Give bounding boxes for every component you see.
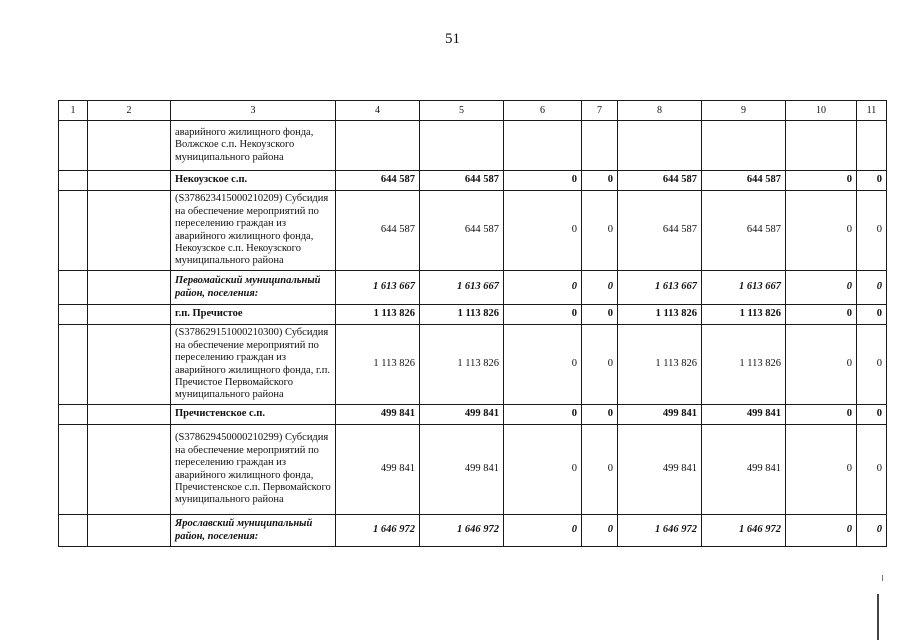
- cell-col-9: 1 613 667: [702, 271, 786, 305]
- cell-col-7: 0: [582, 271, 618, 305]
- cell-col-5: 499 841: [420, 425, 504, 515]
- cell-col-4: 644 587: [336, 191, 420, 271]
- cell-col-7: 0: [582, 191, 618, 271]
- cell-col-11: 0: [857, 171, 887, 191]
- cell-col-5: 644 587: [420, 171, 504, 191]
- cell-col-6: 0: [504, 405, 582, 425]
- row-description: (S378629450000210299) Субсидия на обеспечение мероприятий по переселению граждан из аварийного жилищного фонда, Пречистенское с.п. Первомайского муниципального района: [171, 425, 336, 515]
- cell-col-7: [582, 121, 618, 171]
- cell-col-8: [618, 121, 702, 171]
- cell-col-11: 0: [857, 515, 887, 547]
- cell-col-10: 0: [786, 191, 857, 271]
- cell-col-7: 0: [582, 405, 618, 425]
- cell-col-6: 0: [504, 515, 582, 547]
- table-row: [59, 425, 887, 515]
- cell-col-9: 1 113 826: [702, 325, 786, 405]
- cell-col-1: [59, 405, 88, 425]
- cell-col-1: [59, 425, 88, 515]
- cell-col-10: 0: [786, 325, 857, 405]
- column-header: 1: [59, 101, 88, 121]
- cell-col-5: 1 113 826: [420, 325, 504, 405]
- row-description: (S378623415000210209) Субсидия на обеспечение мероприятий по переселению граждан из аварийного жилищного фонда, Некоузское с.п. Некоузского муниципального района: [171, 191, 336, 271]
- cell-col-2: [88, 515, 171, 547]
- cell-col-4: [336, 121, 420, 171]
- cell-col-9: 644 587: [702, 191, 786, 271]
- table-row: [59, 121, 887, 171]
- cell-col-4: 1 113 826: [336, 305, 420, 325]
- cell-col-6: 0: [504, 171, 582, 191]
- page-number: 51: [445, 31, 460, 47]
- column-header: 4: [336, 101, 420, 121]
- cell-col-4: 499 841: [336, 405, 420, 425]
- cell-col-8: 1 613 667: [618, 271, 702, 305]
- cell-col-11: 0: [857, 305, 887, 325]
- row-description: Пречистенское с.п.: [171, 405, 336, 425]
- cell-col-1: [59, 325, 88, 405]
- column-header: 7: [582, 101, 618, 121]
- cell-col-9: [702, 121, 786, 171]
- cell-col-10: 0: [786, 171, 857, 191]
- cell-col-11: 0: [857, 325, 887, 405]
- cell-col-6: [504, 121, 582, 171]
- column-header: 8: [618, 101, 702, 121]
- table-row: [59, 271, 887, 305]
- cell-col-10: [786, 121, 857, 171]
- cell-col-7: 0: [582, 515, 618, 547]
- cell-col-6: 0: [504, 191, 582, 271]
- cell-col-10: 0: [786, 405, 857, 425]
- cell-col-2: [88, 271, 171, 305]
- column-header: 11: [857, 101, 887, 121]
- cell-col-9: 1 113 826: [702, 305, 786, 325]
- scan-edge-line: [877, 594, 879, 640]
- cell-col-2: [88, 325, 171, 405]
- cell-col-1: [59, 305, 88, 325]
- cell-col-8: 1 113 826: [618, 325, 702, 405]
- column-header: 5: [420, 101, 504, 121]
- scan-mark: [882, 575, 883, 581]
- cell-col-9: 499 841: [702, 405, 786, 425]
- cell-col-7: 0: [582, 425, 618, 515]
- cell-col-4: 1 113 826: [336, 325, 420, 405]
- cell-col-1: [59, 171, 88, 191]
- table-row: [59, 515, 887, 547]
- row-description: (S378629151000210300) Субсидия на обеспечение мероприятий по переселению граждан из аварийного жилищного фонда, г.п. Пречистое Первомайского муниципального района: [171, 325, 336, 405]
- cell-col-5: 1 646 972: [420, 515, 504, 547]
- table-row: [59, 405, 887, 425]
- cell-col-1: [59, 515, 88, 547]
- cell-col-8: 1 646 972: [618, 515, 702, 547]
- cell-col-8: 499 841: [618, 425, 702, 515]
- cell-col-11: 0: [857, 271, 887, 305]
- table-row: [59, 325, 887, 405]
- budget-table: [58, 100, 887, 547]
- cell-col-10: 0: [786, 515, 857, 547]
- column-header: 6: [504, 101, 582, 121]
- cell-col-2: [88, 405, 171, 425]
- cell-col-6: 0: [504, 325, 582, 405]
- column-header: 2: [88, 101, 171, 121]
- cell-col-8: 499 841: [618, 405, 702, 425]
- cell-col-8: 644 587: [618, 171, 702, 191]
- cell-col-9: 499 841: [702, 425, 786, 515]
- cell-col-11: 0: [857, 191, 887, 271]
- cell-col-9: 644 587: [702, 171, 786, 191]
- cell-col-10: 0: [786, 305, 857, 325]
- cell-col-5: 1 613 667: [420, 271, 504, 305]
- cell-col-1: [59, 271, 88, 305]
- column-header: 3: [171, 101, 336, 121]
- cell-col-7: 0: [582, 305, 618, 325]
- table-row: [59, 171, 887, 191]
- cell-col-8: 1 113 826: [618, 305, 702, 325]
- cell-col-4: 499 841: [336, 425, 420, 515]
- column-header: 9: [702, 101, 786, 121]
- cell-col-11: 0: [857, 425, 887, 515]
- cell-col-7: 0: [582, 171, 618, 191]
- cell-col-6: 0: [504, 271, 582, 305]
- table-row: [59, 305, 887, 325]
- row-description: Ярославский муниципальный район, поселения:: [171, 515, 336, 547]
- cell-col-11: 0: [857, 405, 887, 425]
- row-description: г.п. Пречистое: [171, 305, 336, 325]
- cell-col-1: [59, 121, 88, 171]
- row-description: Первомайский муниципальный район, поселения:: [171, 271, 336, 305]
- cell-col-6: 0: [504, 305, 582, 325]
- cell-col-2: [88, 305, 171, 325]
- cell-col-5: 1 113 826: [420, 305, 504, 325]
- cell-col-5: 644 587: [420, 191, 504, 271]
- cell-col-5: 499 841: [420, 405, 504, 425]
- cell-col-10: 0: [786, 271, 857, 305]
- row-description: Некоузское с.п.: [171, 171, 336, 191]
- cell-col-10: 0: [786, 425, 857, 515]
- table-row: [59, 191, 887, 271]
- cell-col-4: 644 587: [336, 171, 420, 191]
- cell-col-11: [857, 121, 887, 171]
- column-number-header-row: [59, 101, 887, 121]
- cell-col-8: 644 587: [618, 191, 702, 271]
- column-header: 10: [786, 101, 857, 121]
- cell-col-2: [88, 121, 171, 171]
- cell-col-2: [88, 191, 171, 271]
- cell-col-4: 1 613 667: [336, 271, 420, 305]
- cell-col-1: [59, 191, 88, 271]
- cell-col-6: 0: [504, 425, 582, 515]
- cell-col-4: 1 646 972: [336, 515, 420, 547]
- cell-col-7: 0: [582, 325, 618, 405]
- row-description: аварийного жилищного фонда, Волжское с.п. Некоузского муниципального района: [171, 121, 336, 171]
- cell-col-9: 1 646 972: [702, 515, 786, 547]
- cell-col-2: [88, 171, 171, 191]
- cell-col-5: [420, 121, 504, 171]
- cell-col-2: [88, 425, 171, 515]
